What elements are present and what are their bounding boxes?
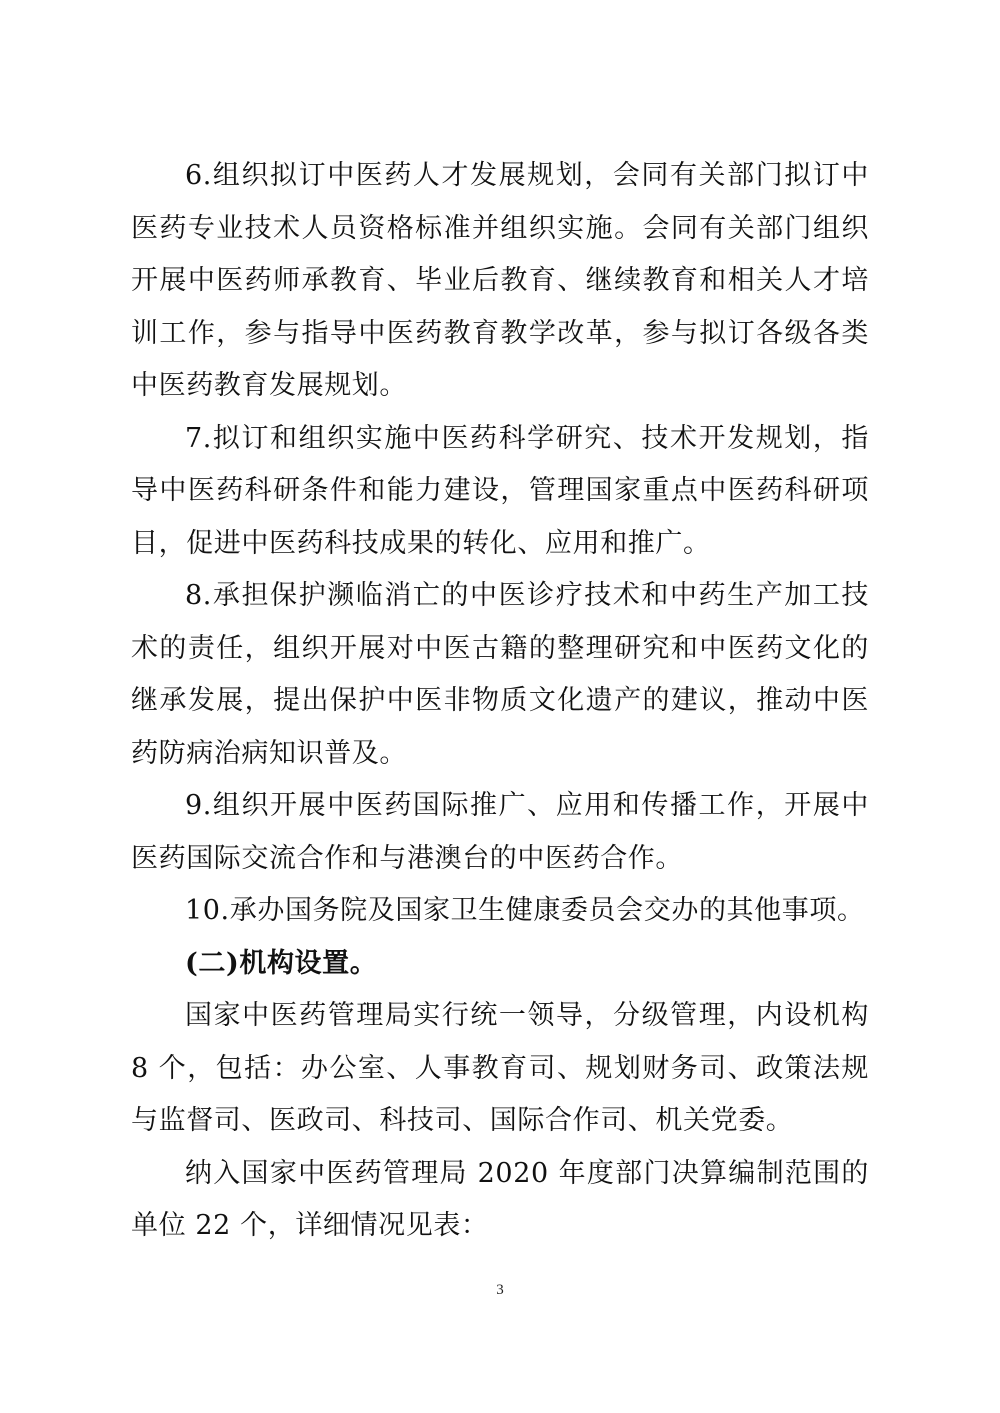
- paragraph-item-7: 7.拟订和组织实施中医药科学研究、技术开发规划，指导中医药科研条件和能力建设，管理国家重点中医药科研项目，促进中医药科技成果的转化、应用和推广。: [131, 422, 869, 559]
- document-body: [131, 150, 869, 1253]
- paragraph-internal-institutions: 国家中医药管理局实行统一领导，分级管理，内设机构 8 个，包括：办公室、人事教育司、规划财务司、政策法规与监督司、医政司、科技司、国际合作司、机关党委。: [131, 1000, 869, 1136]
- paragraph-item-10: 10.承办国务院及国家卫生健康委员会交办的其他事项。: [185, 895, 865, 926]
- paragraph-item-9: 9.组织开展中医药国际推广、应用和传播工作，开展中医药国际交流合作和与港澳台的中医药合作。: [131, 790, 869, 874]
- paragraph-item-8: 8.承担保护濒临消亡的中医诊疗技术和中药生产加工技术的责任，组织开展对中医古籍的整理研究和中医药文化的继承发展，提出保护中医非物质文化遗产的建议，推动中医药防病治病知识普及。: [131, 580, 869, 769]
- section-heading-institution-setup: (二)机构设置。: [185, 947, 378, 979]
- paragraph-item-6: 6.组织拟订中医药人才发展规划，会同有关部门拟订中医药专业技术人员资格标准并组织实施。会同有关部门组织开展中医药师承教育、毕业后教育、继续教育和相关人才培训工作，参与指导中医药教育教学改革，参与拟订各级各类中医药教育发展规划。: [131, 160, 869, 401]
- page-number: 3: [496, 1282, 504, 1298]
- paragraph-budget-scope-units: 纳入国家中医药管理局 2020 年度部门决算编制范围的单位 22 个，详细情况见表：: [131, 1157, 869, 1241]
